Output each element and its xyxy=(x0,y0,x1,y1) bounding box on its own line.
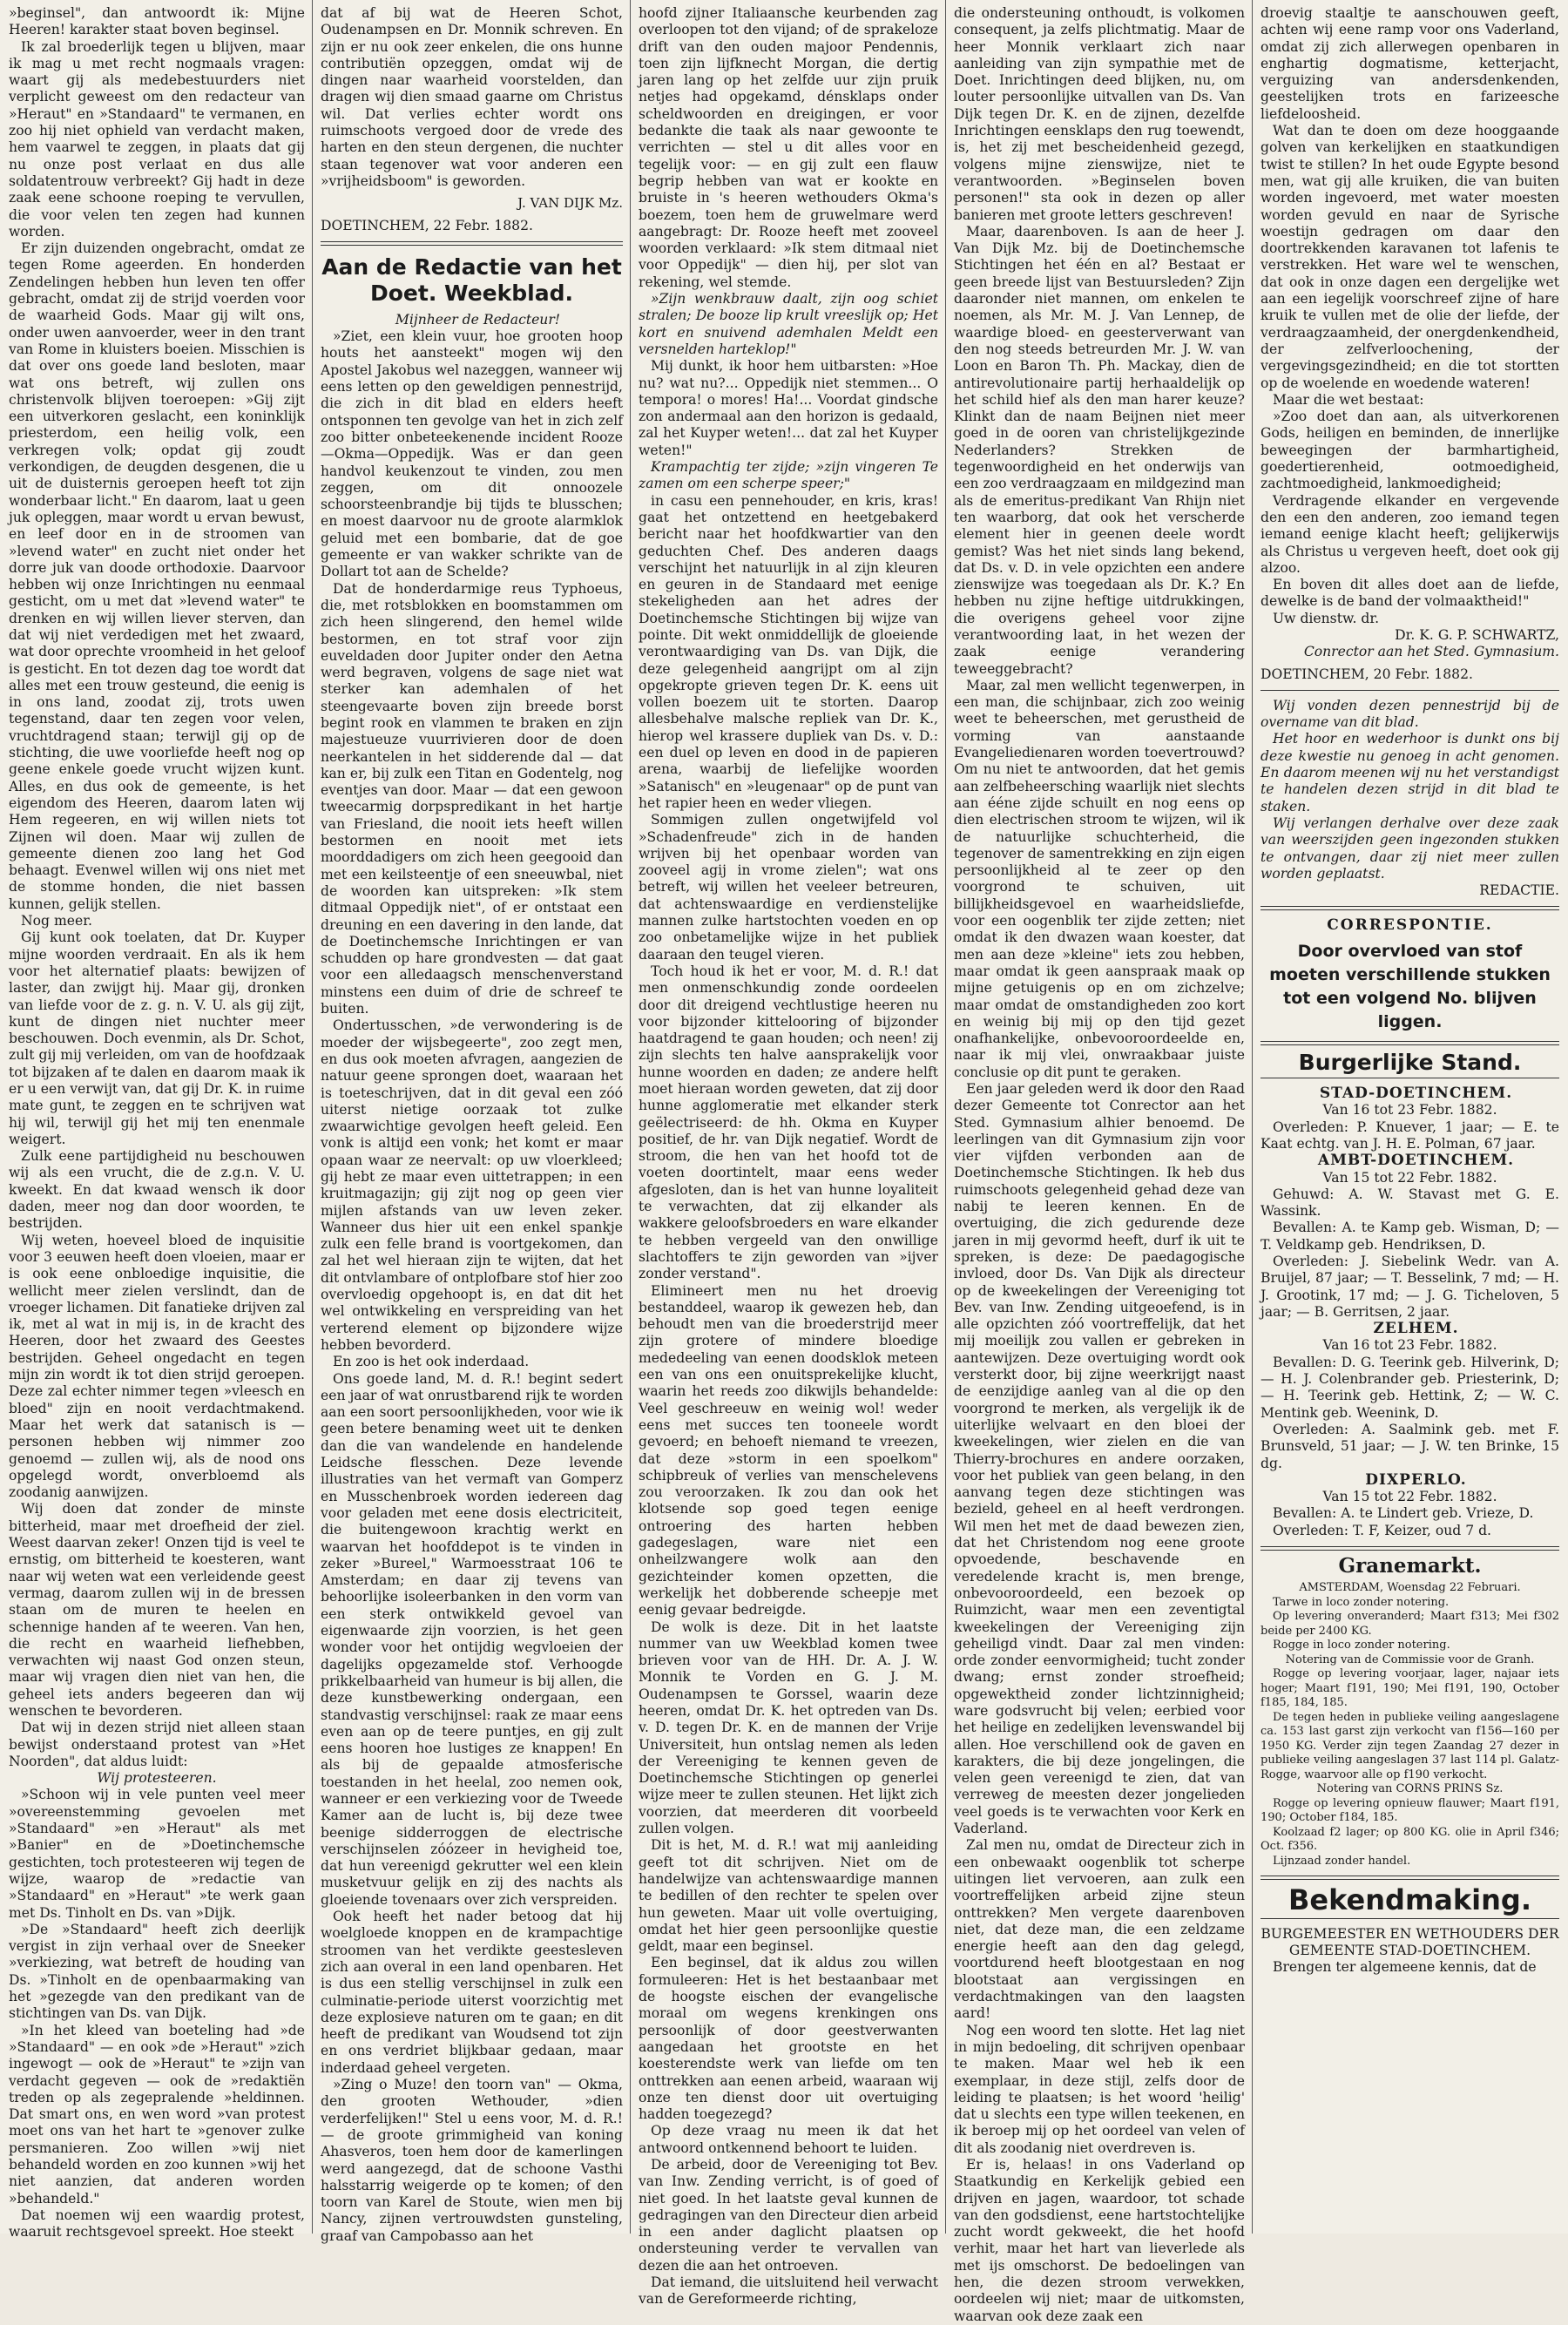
bekendmaking-body: Brengen ter algemeene kennis, dat de xyxy=(1273,1959,1537,1976)
granemarkt-line: Notering van CORNS PRINS Sz. xyxy=(1316,1782,1504,1796)
signature-title: Conrector aan het Sted. Gymnasium. xyxy=(1303,644,1559,660)
letter-paragraph: Sommigen zullen ongetwijfeld vol »Schadenfreude" zich in de handen wrijven bij het openbaar worden van zooveel agij in vrome zielen"; wat ons betreft, wij willen het veeleer betreuren, dat achtenswaardige en verdienstelijke mannen zulke hartstochten voeden en op zoo onbetamelijke wijze in het publiek daaraan den teugel vieren. xyxy=(639,812,938,963)
column-rule xyxy=(945,0,946,2234)
divider xyxy=(1260,1041,1559,1045)
letter-paragraph: En zoo is het ook inderdaad. xyxy=(333,1354,530,1370)
column-3 xyxy=(639,5,938,2308)
signature: J. VAN DIJK Mz. xyxy=(517,195,623,212)
granemarkt-line: Koolzaad f2 lager; op 800 KG. olie in April f346; Oct. f356. xyxy=(1260,1825,1559,1854)
column-1 xyxy=(9,5,305,2241)
column-rule xyxy=(1252,0,1253,2234)
letter-paragraph: »Zoo doet dan aan, als uitverkorenen Gods, heiligen en beminden, de innerlijke beweegingen der barmhartigheid, goedertierenheid, ootmoedigheid, zachtmoedigheid, lankmoedigheid; xyxy=(1260,409,1559,492)
letter-paragraph: Ook heeft het nader betoog dat hij woelgloede knoppen en de krampachtige stroomen van het verdikte geestesleven zich aan overal in een land openbaren. Het is dus een stellig verschijnsel in zulk een culminatie-periode uiterst voorzichtig met deze explosieve naturen om te gaan; en dit heeft de predikant van Woudsend tot zijn en ons verdriet blijkbaar gedaan, maar inderdaad geheel vergeten. xyxy=(321,1909,623,2076)
letter-paragraph: Dat iemand, die uitsluitend heil verwacht van de Gereformeerde richting, xyxy=(639,2274,938,2308)
letter-paragraph: Nog een woord ten slotte. Het lag niet in mijn bedoeling, dit schrijven openbaar te maken. Maar wel heb ik een exemplaar, in deze stijl, zelfs door de leiding te plaatsen; is het woord 'heilig' dat u slechts een type willen teekenen, en ik beroep mij op het oordeel van velen of dit als zoodanig niet overdreven is. xyxy=(954,2022,1245,2156)
stand-period: Van 16 tot 23 Febr. 1882. xyxy=(1322,1337,1497,1354)
article-paragraph: Wij doen dat zonder de minste bitterheid, maar met droefheid der ziel. Weest daarvan zeker! Onzen tijd is veel te ernstig, om bitterheid te koesteren, want naar wij weten wat een verleidende geest vermag, daarom zullen wij in de bressen staan om de muren te heelen en schennige handen af te weeren. Van hen, die recht en waarheid liefhebben, verwachten wij naast God onzen steun, maar wij vragen dien niet van hen, die geheel iets anders begeeren dan wij wenschen te bevorderen. xyxy=(9,1501,305,1719)
granemarkt-line: AMSTERDAM, Woensdag 22 Februari. xyxy=(1299,1581,1521,1595)
letter-paragraph: Elimineert men nu het droevig bestanddeel, waarop ik gewezen heb, dan behoudt men van die broederstrijd meer zijn grotere of mindere bloedige mededeeling van eenen doodsklok meteen een van ons een onuitsprekelijke klucht, waarin het reeds zoo dikwijls behandelde: Veel geschreeuw en weinig wol! weder eens met succes ten tooneele wordt gevoerd; en behoeft niemand te vreezen, dat deze »storm in een spoelkom" schipbreuk of verlies van menschelevens zou veroorzaken. Ik zou dan ook het klotsende sop goed tegen eenige ontroering des harten hebben gadegeslagen, ware niet een onheilzwangere wolk aan den gezichteinder komen opzetten, die werkelijk het dobberende scheepje met eenig gevaar bedreigde. xyxy=(639,1282,938,1619)
editor-note: Wij vonden dezen pennestrijd bij de overname van dit blad. xyxy=(1260,697,1559,731)
stand-period: Van 15 tot 22 Febr. 1882. xyxy=(1322,1489,1497,1505)
closing: Uw dienstw. dr. xyxy=(1273,610,1380,626)
letter-paragraph: Ons goede land, M. d. R.! begint sedert een jaar of wat onrustbarend rijk te worden aan een soort persoonlijkheden, voor wie ik geen betere benaming weet uit te denken dan die van wandelende en handelende Leidsche flesschen. Deze levende illustraties van het vermaft van Gomperz en Musschenbroek worden iedereen dag voor geladen met eene dosis electriciteit, die buitengewoon krachtig werkt en waarvan het hoofddepot is te vinden in zeker »Bureel," Warmoesstraat 106 te Amsterdam; en daar zij tevens van behoorlijke isoleerbanken in den vorm van een sterk ontwikkeld gevoel van eigenwaarde zijn voorzien, is het geen wonder voor het ontijdig wegvloeien der dagelijks opgezamelde stof. Verhoogde prikkelbaarheid van humeur is bij allen, die deze kunstbewerking ondergaan, een standvastig verschijnsel: raak ze maar eens even aan op de teere puntjes, en gij zult eens hooren hoe lustiges ze knappen! En als bij de gepaalde atmosferische toestanden in het heelal, zoo nemen ook, wanneer er een verkiezing voor de Tweede Kamer aan de lucht is, bij deze twee beenige sidderroggen de electrische verschijnselen zóózeer in hevigheid toe, dat hun vereenigd gekrutter wel een klein musketvuur gelijk en zij des nachts als gloeiende tovenaars over zich verspreiden. xyxy=(321,1370,623,1908)
granemarkt-line: Op levering onveranderd; Maart f313; Mei f302 beide per 2400 KG. xyxy=(1260,1610,1559,1638)
burgerlijke-stand-title: Burgerlijke Stand. xyxy=(1298,1049,1522,1075)
article-paragraph: Er zijn duizenden ongebracht, omdat ze tegen Rome ageerden. En honderden Zendelingen hebben hun leven ten offer gebracht, omdat zij de strijd voerden voor de waarheid Gods. Maar gij wilt ons, onder uwen aanvoerder, weer in den trant van Rome in kluisters boeien. Misschien is dat over ons goede land besloten, maar wat ons betreft, wij zullen ons christenvolk blijven toeroepen: »Gij zijt een uitverkoren geslacht, een koninklijk priesterdom, een heilig volk, een verkregen volk; opdat gij zoudt verkondigen, de deugden desgenen, die u uit de duisternis geroepen heeft tot zijn wonderbaar licht." En daarom, laat u geen juk opleggen, maar wordt u ervan bewust, en leef door en in de stroomen van »levend water" en zucht niet onder het dorre juk van doode orthodoxie. Daarvoor hebben wij onze Inrichtingen nu eenmaal gesticht, om u met dat »levend water" te drenken en wij willen liever sterven, dan dat wij niet verdedigen met het zwaard, wat door oprechte vroomheid in het geloof is gesticht. En tot dezen dag toe wordt dat alles met een trouw gesteund, die eenig is in ons land, zoodat zij, trots uwen tegenstand, daar ten zegen voor velen, vruchtdragend staan; terwijl gij op de stichting, die uwe voorliefde heeft nog op geene enkele goede vrucht wijzen kunt. Alles, en dus ook de gemeente, is het eigendom des Heeren, daarom laten wij Hem regeeren, en wij willen niets tot Zijnen wil doen. Maar wij zullen de gemeente dienen zoo lang het God behaagt. Evenwel willen wij ons niet met de stomme honden, die niet bassen kunnen, gelijk stellen. xyxy=(9,240,305,912)
column-2 xyxy=(321,5,623,2244)
article-paragraph: dat af bij wat de Heeren Schot, Oudenampsen en Dr. Monnik schreven. En zijn er nu ook zeer enkelen, die ons hunne contributiën opzeggen, omdat wij de dingen naar waarheid voorstelden, dan dragen wij dien smaad gaarne om Christus wil. Dat verlies echter wordt ons ruimschoots vergoed door de vrede des harten en den steun dergenen, die nuchter staan tegenover wat voor anderen een »vrijheidsboom" is geworden. xyxy=(321,5,623,189)
letter-paragraph: Wat dan te doen om deze hooggaande golven van kerkelijken en staatkundigen twist te stillen? In het oude Egypte besond men, wat gij alle kruiken, die van buiten worden ingevoerd, met water moesten worden gevuld en naar de Syrische woestijn gedragen om daar den doortrekkenden karavanen tot lafenis te verstrekken. Het ware wel te wenschen, dat ook in onze dagen een dergelijke wet aan een iegelijk voorschreef zijne of hare kruik te vullen met de olie der liefde, der verdraagzaamheid, der onergdenkendheid, der zelfverloochening, der vergevingsgezindheid; en die tot stortten op de woelende en woedende wateren! xyxy=(1260,123,1559,391)
stand-line: Overleden: T. F, Keizer, oud 7 d. xyxy=(1273,1522,1492,1538)
article-paragraph: Dat wij in dezen strijd niet alleen staan bewijst onderstaand protest van »Het Noorden", dat aldus luidt: xyxy=(9,1720,305,1769)
redactie-signature: REDACTIE. xyxy=(1479,882,1559,899)
granemarkt-line: Tarwe in loco zonder notering. xyxy=(1273,1595,1450,1609)
place-date: DOETINCHEM, 20 Febr. 1882. xyxy=(1260,666,1473,682)
granemarkt-line: De tegen heden in publieke veiling aangeslagene ca. 153 last garst zijn verkocht van f156—160 per 1950 KG. Verder zijn tegen Zaandag 27 dezer in publieke veiling aangeslagen 37 last 114 pl. Galatz-Rogge, waarvoor alle op f190 verkocht. xyxy=(1260,1710,1559,1781)
letter-paragraph: droevig staaltje te aanschouwen geeft, achten wij eene ramp voor ons Vaderland, omdat zij zich allerwegen openbaren in enghartig dogmatisme, ketterjacht, verguizing van andersdenkenden, geestelijken trots en farizeesche liefdeloosheid. xyxy=(1260,5,1559,122)
letter-paragraph: Dat de honderdarmige reus Typhoeus, die, met rotsblokken en boomstammen om zich heen slingerend, den hemel wilde bestormen, en tot straf voor zijn euveldaden door Jupiter onder den Aetna werd begraven, volgens de sage niet wat sterker kan ademhalen of het steengevaarte boven zijn breede borst begint rook en vlammen te braken en zijn majestueuze vuurrivieren door de doen neerkantelen in het sidderende dal — dat kan er, bij zulk een Titan en Godentelg, nog eventjes van door. Maar — dat een gewoon tweecarmig dorpspredikant in het hartje van Friesland, die nooit iets heeft willen bestormen en nooit met iets moorddadigers om zich heen geegooid dan met een keilsteentje of een sneeuwbal, niet de woorden kan uitspreken: »Ik stem ditmaal Oppedijk niet", of er ontstaat een dreuning en een davering in den lande, dat de Doetinchemsche Inrichtingen er van schudden op hare grondvesten — dat gaat voor een alledaagsch menschenverstand minstens een duim of drie de schreef te buiten. xyxy=(321,580,623,1017)
stand-period: Van 16 tot 23 Febr. 1882. xyxy=(1322,1102,1497,1119)
granemarkt-line: Rogge op levering voorjaar, lager, najaar iets hoger; Maart f191, 190; Mei f191, 190, October f185, 184, 185. xyxy=(1260,1667,1559,1710)
salutation: Mijnheer de Redacteur! xyxy=(395,311,561,328)
stand-place: AMBT-DOETINCHEM. xyxy=(1317,1152,1515,1170)
stand-place: STAD-DOETINCHEM. xyxy=(1319,1085,1513,1103)
column-5 xyxy=(1260,5,1559,2228)
correspondentie-body: Door overvloed van stof moeten verschillende stukken tot een volgend No. blijven liggen. xyxy=(1269,941,1551,1031)
stand-line: Overleden: P. Knuever, 1 jaar; — E. te Kaat echtg. van J. H. E. Polman, 67 jaar. xyxy=(1260,1119,1559,1152)
article-paragraph: Nog meer. xyxy=(21,913,92,929)
granemarkt-line: Rogge op levering opnieuw flauwer; Maart f191, 190; October f184, 185. xyxy=(1260,1796,1559,1825)
letter-paragraph: Toch houd ik het er voor, M. d. R.! dat men onmenschkundig zonde oordeelen door dit dreigend vechtlustige heeren nu voor bijzonder kittelooring of bijzonder haatdragend te gaan houden; och neen! zij zijn slechts ten halve aansprakelijk voor hunne woorden en daden; ze andere helft moet hieraan worden geweten, dat zij door hunne agglomeratie met elkander sterk geëlectriseerd: de hh. Okma en Kuyper positief, de hr. van Dijk negatief. Wordt de stroom, die hen van het hoofd tot de voeten doortintelt, maar eens weder afgesloten, dan is het van hunne loyaliteit te verwachten, dat zij elkander als wakkere geloofsbroeders en ware elkander te hebben vergeeld van den onwillige slachtoffers te zijn geworden van »ijver zonder verstand". xyxy=(639,963,938,1282)
divider xyxy=(1260,1918,1559,1919)
protest-heading: Wij protesteeren. xyxy=(97,1770,217,1787)
stand-line: Bevallen: D. G. Teerink geb. Hilverink, D; — H. J. Colenbrander geb. Priesterink, D; — H. Teerink geb. Hettink, Z; — W. C. Mentink geb. Weenink, D. xyxy=(1260,1354,1559,1421)
granemarkt-line: Notering van de Commissie voor de Granh. xyxy=(1285,1653,1535,1666)
article-paragraph: Gij kunt ook toelaten, dat Dr. Kuyper mijne woorden verdraait. En als ik hem voor het alternatief plaats: bewijzen of laster, dan zwijgt hij. Maar gij, dronken van liefde voor de z. g. n. V. U. als gij zijt, kunt de dingen niet nuchter meer beschouwen. Doch evenmin, als Dr. Schot, zult gij mij verleiden, om van de hoofdzaak tot bijzaken af te dalen en daarom maak ik er u een verwijt van, dat gij Dr. K. in ruime mate gunt, te zeggen en te schrijven wat hij wil, terwijl gij het mij ten enenmale weigert. xyxy=(9,929,305,1147)
article-paragraph: Zulk eene partijdigheid nu beschouwen wij als een vrucht, die de z.g.n. V. U. kweekt. En dat kwaad wensch ik door daden, meer nog dan door woorden, te bestrijden. xyxy=(9,1148,305,1232)
letter-paragraph: hoofd zijner Italiaansche keurbenden zag overloopen tot den vijand; of de sprakeloze drift van den ouden majoor Pendennis, toen zijn lijfknecht Morgan, die dertig jaren lang op het zelfde uur zijn pruik netjes had opgekamd, dénsklaps onder scheldwoorden en dreigingen, er voor bedankte die taak als naar gewoonte te verrichten — stel u dit alles voor en tegelijk voor: — en gij zult een flauw begrip hebben van wat er kookte en bruiste in 's heeren wethouders Okma's boezem, toen hem de gruwelmare werd aangebragt: Dr. Rooze heeft met zooveel woorden verklaard: »Ik stem ditmaal niet voor Oppedijk" — dien hij, per slot van rekening, wel stemde. xyxy=(639,5,938,290)
divider xyxy=(1260,906,1559,910)
article-paragraph: Ik zal broederlijk tegen u blijven, maar ik mag u met recht nogmaals vragen: waart gij als medebestuurders niet verplicht geweest om den redacteur van »Heraut" en »Standaard" te vermanen, en zoo hij niet ophield van verdacht maken, hem vaarwel te zeggen, in plaats dat gij nu onze post verlaat en dus alle soldatentrouw verbreekt? Gij hadt in deze zaak eene schoone roeping te vervullen, die voor velen ten zegen had kunnen worden. xyxy=(9,38,305,240)
article-paragraph: »beginsel", dan antwoordt ik: Mijne Heeren! karakter staat boven beginsel. xyxy=(9,5,305,38)
stand-line: Bevallen: A. te Lindert geb. Vrieze, D. xyxy=(1273,1505,1534,1522)
letter-paragraph: Mij dunkt, ik hoor hem uitbarsten: »Hoe nu? wat nu?... Oppedijk niet stemmen... O tempora! o mores! Ha!... Voordat gindsche zon andermaal aan den horizon is gedaald, zal het Kuyper weten!... dat zal het Kuyper weten!" xyxy=(639,358,938,458)
stand-place: ZELHEM. xyxy=(1373,1320,1459,1338)
stand-place: DIXPERLO. xyxy=(1365,1470,1467,1489)
divider xyxy=(1260,690,1559,691)
letter-paragraph: Maar, daarenboven. Is aan de heer J. Van Dijk Mz. bij de Doetinchemsche Stichtingen het één en al? Bestaat er geen breede lijst van Bestuursleden? Zijn daaronder niet mannen, om enkelen te noemen, als Mr. M. J. Van Lennep, de waardige bloed- en geesterverwant van den nog steeds betreurden Mr. J. W. van Loon en Baron Th. Ph. Mackay, dien de antirevolutionaire partij herhaaldelijk op het schild hief als den man harer keuze? Klinkt dan de naam Beijnen niet meer goed in de ooren van christelijkgezinde Nederlanders? Strekken de tegenwoordigheid en het onderwijs van een zoo verdraagzaam en mildgezind man als de emeritus-predikant Van Rhijn niet ten waarborg, dat ook het verscherde element hier in geenen deele wordt gemist? Was het niet sinds lang bekend, dat Ds. v. D. in vele opzichten een andere zienswijze was toegedaan als Dr. K.? En hebben nu zijne heftige uitdrukkingen, die overigens geheel voor zijne verantwoording laat, in het wezen der zaak eenige verandering teweeggebracht? xyxy=(954,223,1245,677)
column-rule xyxy=(312,0,313,2234)
granemarkt-line: Rogge in loco zonder notering. xyxy=(1273,1639,1450,1653)
bekendmaking-sub: BURGEMEESTER EN WETHOUDERS DER GEMEENTE STAD-DOETINCHEM. xyxy=(1260,1925,1559,1958)
place-date: DOETINCHEM, 22 Febr. 1882. xyxy=(321,217,533,233)
divider xyxy=(321,241,623,246)
protest-paragraph: »Schoon wij in vele punten veel meer »overeenstemming gevoelen met »Standaard" »en »Heraut" als met »Banier" en de »Doetinchemsche gestichten, toch protesteeren wij tegen de wijze, waarop de »redactie van »Standaard" en »Heraut" »te werk gaan met Ds. Tinholt en Ds. van »Dijk. xyxy=(9,1787,305,1921)
editor-note: Wij verlangen derhalve over deze zaak van weerszijden geen ingezonden stukken te ontvangen, daar zij niet meer zullen worden geplaatst. xyxy=(1260,814,1559,882)
letter-paragraph: in casu een pennehouder, en kris, kras! gaat het ontzettend en heetgebakerd bericht naar het hoofdkwartier van den geduchten Chef. Des anderen daags verschijnt het natuurlijk in al zijn kleuren en geuren in de Standaard met eenige stekeligheden aan het adres der Doetinchemsche Stichtingen bij wijze van pointe. Dit wekt onmiddellijk de gloeiende verontwaardiging van Ds. van Dijk, die deze gelegenheid aangrijpt om al zijn opgekropte grieven tegen Dr. K. eens uit vollen boezem uit te storten. Daarop allesbehalve malsche repliek van Dr. K., hierop wel krassere dupliek van Ds. v. D.: een duel op leven en dood in de papieren arena, waarbij de liefelijke woorden »Satanisch" en »leugenaar" op de punt van het rapier heen en weder vliegen. xyxy=(639,492,938,811)
letter-paragraph: De wolk is deze. Dit in het laatste nummer van uw Weekblad komen twee brieven voor van de HH. Dr. A. J. W. Monnik te Vorden en G. J. M. Oudenampsen te Gorssel, waarin deze heeren, omdat Dr. K. het optreden van Ds. v. D. tegen Dr. K. en de mannen der Vrije Universiteit, hun ontslag nemen als leden der Vereeniging te kennen geven de Doetinchemsche Stichtingen op generlei wijze meer te zullen steunen. Het lijkt zich voorzien, dat meerderen dit voorbeeld zullen volgen. xyxy=(639,1619,938,1837)
stand-line: Overleden: A. Saalmink geb. met F. Brunsveld, 51 jaar; — J. W. ten Brinke, 15 dg. xyxy=(1260,1421,1559,1471)
letter-headline: Aan de Redactie van het Doet. Weekblad. xyxy=(321,253,622,306)
stand-line: Overleden: J. Siebelink Wedr. van A. Bruijel, 87 jaar; — T. Besselink, 7 md; — H. J. Grootink, 17 md; — J. G. Ticheloven, 5 jaar; — B. Gerritsen, 2 jaar. xyxy=(1260,1254,1559,1320)
letter-paragraph: »Zijn wenkbrauw daalt, zijn oog schiet stralen; De booze lip krult vreeslijk op; Het kort en snuivend ademhalen Meldt een versnelden harteklop!" xyxy=(639,291,938,357)
column-rule xyxy=(630,0,631,2234)
letter-paragraph: »Ziet, een klein vuur, hoe grooten hoop houts het aansteekt" mogen wij den Apostel Jakobus wel nazeggen, wanneer wij eens letten op den geweldigen pennestrijd, die zich in dit blad en elders heeft ontsponnen ten gevolge van het in zich zelf zoo bitter onbeteekenende incident Rooze—Okma—Oppedijk. Was er dan geen handvol keukenzout te vinden, zou men zeggen, om dit onnoozele schoorsteenbrandje bij tijds te blusschen; en moest daarvoor nu de groote alarmklok geluid met een bombarie, dat de goe gemeente er van wakker schrikte van de Dollart tot aan de Schelde? xyxy=(321,328,623,580)
protest-paragraph: »De »Standaard" heeft zich deerlijk vergist in zijn verhaal over de Sneeker »verkiezing, wat betreft de houding van Ds. »Tinholt en de openbaarmaking van het »gezegde van den predikant van de stichtingen van Ds. van Dijk. xyxy=(9,1921,305,2022)
correspondentie-title: CORRESPONTIE. xyxy=(1327,916,1493,935)
article-paragraph: Wij weten, hoeveel bloed de inquisitie voor 3 eeuwen heeft doen vloeien, maar er is ook eene onbloedige inquisitie, die wellicht meer zielen verslindt, dan de vroeger lichamen. Dit fanatieke drijven zal ik, met al wat in mij is, in de kracht des Heeren, door het zwaard des Geestes bestrijden. Geheel ongedacht en tegen mijn zin wordt ik tot dien strijd geroepen. Deze zal echter nimmer tegen »vleesch en bloed" zijn en nooit verdachtmakend. Maar het werk dat satanisch is — personen hebben wij nimmer zoo genoemd — zullen wij, als de nood ons opgelegd wordt, onverbloemd als zoodanig aanwijzen. xyxy=(9,1232,305,1501)
bekendmaking-title: Bekendmaking. xyxy=(1288,1883,1531,1917)
letter-paragraph: die ondersteuning onthoudt, is volkomen consequent, ja zelfs plichtmatig. Maar de heer Monnik verklaart zich naar aanleiding van zijn sympathie met de Doet. Inrichtingen deed blijken, nu, om louter persoonlijke uitvallen van Ds. Van Dijk tegen Dr. K. en de zijnen, dezelfde Inrichtingen eensklaps den rug toewendt, is, het zij met bescheidenheid gezegd, volgens mijne zienswijze, niet te verantwoorden. »Beginselen boven personen!" sta ook in dezen op aller banieren met groote letters geschreven! xyxy=(954,5,1245,223)
letter-paragraph: Dit is het, M. d. R.! wat mij aanleiding geeft tot dit schrijven. Niet om de handelwijze van achtenswaardige mannen te bedillen of den rechter te spelen over hun geweten. Maar uit volle overtuiging, omdat het hier geen persoonlijke questie geldt, maar een beginsel. xyxy=(639,1837,938,1955)
stand-line: Gehuwd: A. W. Stavast met G. E. Wassink. xyxy=(1260,1186,1559,1220)
stand-period: Van 15 tot 22 Febr. 1882. xyxy=(1322,1169,1497,1186)
letter-paragraph: De arbeid, door de Vereeniging tot Bev. van Inw. Zending verricht, is of goed of niet goed. In het laatste geval kunnen de gedragingen van den Directeur dien arbeid in een ander daglicht plaatsen op ondersteuning verder te vervallen van dezen die aan het ontroeven. xyxy=(639,2157,938,2274)
letter-paragraph: Ondertusschen, »de verwondering is de moeder der wijsbegeerte", zoo zegt men, en dus ook moeten afvragen, aangezien de natuur geene sprongen doet, waaraan het is toeteschrijven, dat in dit geval een zóó uiterst nietige oorzaak tot zulke zwaarwichtige gevolgen heeft geleid. Een vonk is altijd een vonk; het komt er maar opaan waar ze neervalt: op uw vloerkleed; gij hebt ze maar even uittetrappen; in een kruitmagazijn; gij zijt nog op geen vier mijlen afstands van uw leven zeker. Wanneer dus hier uit een enkel spankje zulk een felle brand is voortgekomen, dan zal het wel hieraan zijn te wijten, dat het dit ontvlambare of ontplofbare stof hier zoo overvloedig opgehoopt is, en dat dit het wel ontwikkeling en verspreiding van het verterend element op bijzondere wijze hebben bevorderd. xyxy=(321,1017,623,1353)
letter-paragraph: Op deze vraag nu meen ik dat het antwoord ontkennend behoort te luiden. xyxy=(639,2123,938,2156)
divider xyxy=(1260,1876,1559,1880)
divider xyxy=(1260,1546,1559,1551)
letter-paragraph: Zal men nu, omdat de Directeur zich in een onbewaakt oogenblik tot scherpe uitingen liet vervoeren, aan zulk een voortreffelijken arbeid zijne steun onttrekken? Men vergete daarenboven niet, dat deze man, die een zeldzame energie heeft aan den dag gelegd, voortdurend heeft blootgestaan en nog blootstaat aan vergissingen en verdachtmakingen van den laagsten aard! xyxy=(954,1837,1245,2022)
protest-paragraph: »In het kleed van boeteling had »de »Standaard" — en ook »de »Heraut" »zich ingewogt — ook de »Heraut" te »zijn van verdacht gegeven — ook de »redaktiën treden op als zegepralende »heldinnen. Dat smart ons, en wen word »van protest moet ons van het hart te »genover zulke persmanieren. Zoo willen »wij niet behandeld worden en zoo kunnen »wij het niet aanzien, dat anderen worden »behandeld." xyxy=(9,2022,305,2207)
letter-paragraph: Maar, zal men wellicht tegenwerpen, in een man, die schijnbaar, zich zoo weinig weet te beheerschen, met gerustheid de vorming van aanstaande Evangeliedienaren worden toevertrouwd? Om nu niet te antwoorden, dat het gemis aan zelfbeheersching waarlijk niet slechts aan ééne zijde schuilt en nog eens op dien electrischen stroom te wijzen, wil ik de natuurlijke schuchterheid, die tegenover de samentrekking en zijn eigen persoonlijkheid al te zeer op den voorgrond te schuiven, uit billijkheidsgevoel en waarheidsliefde, voor een oogenblik ter zijde zetten; niet omdat ik den dwazen waan koester, dat men aan deze »kleine" iets zou hebben, maar omdat ik geen aanspraak maak op mijne getuigenis op en om zichzelve; maar omdat de omstandigheden zoo kort en weinig bij mij op den tijd gezet onafhankelijke, onbevooroordeelde en, naar ik mij vlei, onwraakbaar juiste conclusie op dit punt te geraken. xyxy=(954,677,1245,1080)
letter-paragraph: En boven dit alles doet aan de liefde, dewelke is de band der volmaaktheid!" xyxy=(1260,577,1559,610)
granemarkt-line: Lijnzaad zonder handel. xyxy=(1273,1854,1411,1868)
letter-paragraph: Maar die wet bestaat: xyxy=(1273,391,1424,408)
editor-note: Het hoor en wederhoor is dunkt ons bij deze kwestie nu genoeg in acht genomen. En daarom meenen wij nu het verstandigst te handelen dezen strijd in dit blad te staken. xyxy=(1260,731,1559,814)
signature: Dr. K. G. P. SCHWARTZ, xyxy=(1395,626,1559,643)
letter-paragraph: Verdragende elkander en vergevende den een den anderen, zoo iemand tegen iemand eenige klacht heeft; gelijkerwijs als Christus u vergeven heeft, doet ook gij alzoo. xyxy=(1260,492,1559,576)
letter-paragraph: Een jaar geleden werd ik door den Raad dezer Gemeente tot Conrector aan het Sted. Gymnasium alhier benoemd. De leerlingen van dit Gymnasium zijn voor vier vijfden verbonden aan de Doetinchemsche Stichtingen. Ik heb dus ruimschoots gelegenheid gehad deze van nabij te leeren kennen. En de overtuiging, die zich gedurende deze jaren in mij gevormd heeft, durf ik uit te spreken, is deze: De paedagogische invloed, door Ds. Van Dijk als directeur op de kweekelingen der Vereeniging tot Bev. van Inw. Zending uitgeoefend, is in alle opzichten zóó voortreffelijk, dat het mij moeilijk zou vallen er gebreken in aantewijzen. Deze overtuiging wordt ook versterkt door, bij zijne weerkrijgt naast de eenzijdige aanleg van al die op den voorgrond te merken, als vergelijk ik de uiterlijke welvaart en den bloei der kweekelingen, wier zielen en die van Thierry-brochures en andere oorzaken, voor het publiek van geen belang, in den aanvang tegen deze stichtingen was bezield, geheel en al heeft verdrongen. Wil men het met de daad bewezen zien, dat het Christendom nog eene groote opvoedende, beschavende en veredelende kracht is, men brenge, onbevooroordeeld, een bezoek op Ruimzicht, waar men een zeventigtal kweekelingen der Vereeniging zijn geheiligd vindt. Daar zal men vinden: orde zonder eenvormigheid; tucht zonder dwang; ernst zonder stroefheid; opgewektheid zonder lichtzinnigheid; ware godsvrucht bij velen; eerbied voor het heilige en zedelijken levenswandel bij allen. Hoe verschillend ook de gaven en karakters, die bij deze jongelingen, die velen geen vereenigd te zien, dat van verreweg de meesten dezer jongelieden veel goeds is te verwachten voor Kerk en Vaderland. xyxy=(954,1081,1245,1837)
column-4 xyxy=(954,5,1245,2324)
granemarkt-title: Granemarkt. xyxy=(1338,1554,1482,1578)
stand-line: Bevallen: A. te Kamp geb. Wisman, D; — T. Veldkamp geb. Hendriksen, D. xyxy=(1260,1220,1559,1253)
protest-paragraph: Dat noemen wij een waardig protest, waaruit rechtsgevoel spreekt. Hoe steekt xyxy=(9,2207,305,2241)
letter-paragraph: Krampachtig ter zijde; »zijn vingeren Te zamen om een scherpe speer;" xyxy=(639,459,938,492)
letter-paragraph: Er is, helaas! in ons Vaderland op Staatkundig en Kerkelijk gebied een drijven en jagen, waardoor, tot schade van den godsdienst, eene hartstochtelijke zucht wordt gekweekt, die het hoofd verhit, maar het hart van lieverlede als met ijs omschorst. De bedoelingen van hen, die dezen stroom verwekken, oordeelen wij niet; maar de uitkomsten, waarvan ook deze zaak een xyxy=(954,2157,1245,2324)
letter-paragraph: Een beginsel, dat ik aldus zou willen formuleeren: Het is het bestaanbaar met de hoogste eischen der evangelische moraal om wegens krenkingen ons persoonlijk of door geestverwanten aangedaan het grootste en het koesterendste werk van liefde om ten onttrekken aan eenen arbeid, waaraan wij onze ten dienst door uit overtuiging hadden toegezegd? xyxy=(639,1955,938,2123)
letter-paragraph: »Zing o Muze! den toorn van" — Okma, den grooten Wethouder, »dien verderfelijken!" Stel u eens voor, M. d. R.! — de groote grimmigheid van koning Ahasveros, toen hem door de kamerlingen werd aangezegd, dat de schoone Vasthi halsstarrig weigerde op te komen; of den toorn van Karel de Stoute, wien men bij Nancy, zijnen vertrouwdsten gunsteling, graaf van Campobasso aan het xyxy=(321,2077,623,2244)
